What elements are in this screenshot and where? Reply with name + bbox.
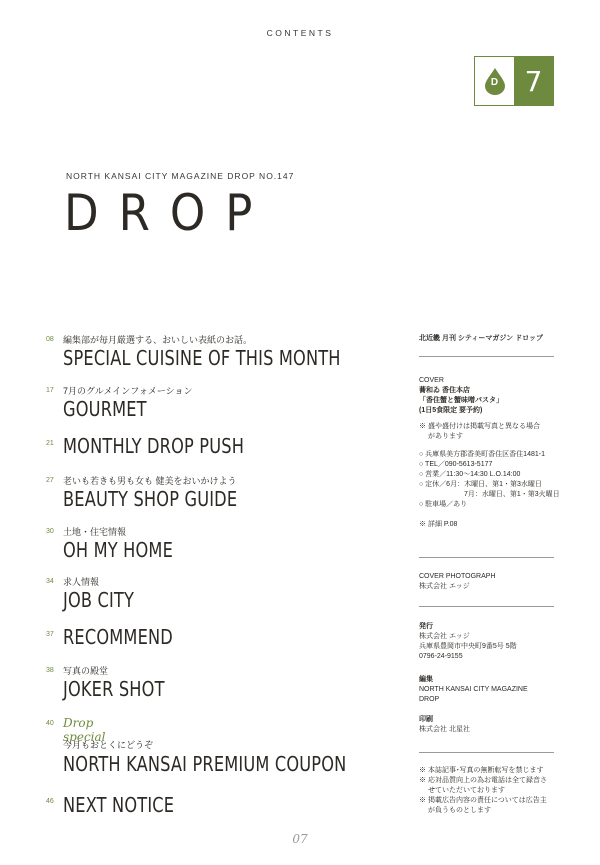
toc-page-number: 27 [46, 477, 54, 484]
cover-tel: ○ TEL／090-5613-5177 [419, 461, 493, 468]
printer-info [419, 715, 554, 735]
toc-subtitle: 土地・住宅情報 [63, 527, 127, 537]
cover-disclaimer-cont: があります [428, 433, 463, 440]
toc-subtitle: 編集部が毎月厳選する、おいしい表紙のお話。 [63, 335, 253, 345]
contents-label: CONTENTS [266, 28, 334, 38]
cover-closed-cont: 7月：水曜日、第1・第3火曜日 [464, 491, 560, 498]
cover-detail: ※ 詳細 P.08 [419, 521, 458, 528]
publisher-address: 兵庫県豊岡市中央町9番5号 5階 [419, 643, 517, 650]
publisher-heading: 発行 [419, 623, 433, 630]
sidebar-divider [419, 752, 554, 753]
editor-name: NORTH KANSAI CITY MAGAZINE [419, 686, 528, 693]
issue-badge [474, 56, 554, 106]
cover-address: ○ 兵庫県美方郡香美町香住区香住1481-1 [419, 451, 545, 458]
notice-line: せていただいております [428, 787, 505, 794]
toc-page-number: 37 [46, 631, 54, 638]
editor-heading: 編集 [419, 676, 433, 683]
toc-page-number: 40 [46, 720, 54, 727]
toc-subtitle: 老いも若きも男も女も 健美をおいかけよう [63, 476, 237, 486]
photograph-name: 株式会社 エッジ [419, 583, 470, 590]
magazine-title: DROP [64, 184, 273, 242]
notice-line: ※ 応対品質向上の為お電話は全て録音さ [419, 777, 547, 784]
sidebar-divider [419, 356, 554, 357]
cover-parking: ○ 駐車場／あり [419, 501, 468, 508]
toc-title: JOB CITY [63, 588, 135, 612]
toc-page-number: 17 [46, 387, 54, 394]
editor-info [419, 675, 554, 705]
toc-title: JOKER SHOT [63, 677, 165, 701]
toc-title: NEXT NOTICE [63, 793, 175, 817]
cover-note: (1日5食限定 要予約) [419, 407, 483, 414]
notices [419, 766, 554, 816]
toc-title: OH MY HOME [63, 538, 174, 562]
toc-title: RECOMMEND [63, 625, 173, 649]
cover-shop: 蕎和ゐ 香住本店 [419, 387, 470, 394]
cover-dish: 「香住蟹と蟹味噌パスタ」 [419, 397, 503, 404]
drop-icon-letter: D [490, 77, 499, 88]
notice-line: ※ 掲載広告内容の責任については広告主 [419, 797, 547, 804]
publisher-tel: 0796-24-9155 [419, 653, 463, 660]
drop-icon [484, 67, 506, 95]
toc-page-number: 08 [46, 336, 54, 343]
cover-heading: COVER [419, 377, 444, 384]
editor-name-cont: DROP [419, 696, 440, 703]
toc-title: MONTHLY DROP PUSH [63, 434, 245, 458]
cover-hours: ○ 営業／11:30〜14:30 L.O.14:00 [419, 471, 521, 478]
publisher-name: 株式会社 エッジ [419, 633, 470, 640]
photograph-credit [419, 572, 554, 592]
toc-subtitle: 7月のグルメインフォメーション [63, 386, 193, 396]
sidebar-divider [419, 557, 554, 558]
notice-line: が負うものとします [428, 807, 491, 814]
toc-title: GOURMET [63, 397, 147, 421]
toc-title: BEAUTY SHOP GUIDE [63, 487, 238, 511]
printer-heading: 印刷 [419, 716, 433, 723]
toc-page-number: 30 [46, 528, 54, 535]
toc-subtitle: 求人情報 [63, 577, 100, 587]
toc-page-number: 34 [46, 578, 54, 585]
issue-badge-icon-cell [475, 57, 514, 105]
toc-subtitle: 写真の殿堂 [63, 666, 109, 676]
issue-number: 7 [514, 57, 553, 105]
toc-subtitle: 今月もおとくにどうぞ [63, 740, 154, 750]
toc-title: NORTH KANSAI PREMIUM COUPON [63, 752, 347, 776]
sidebar-magazine-name: 北近畿 月刊 シティーマガジン ドロップ [419, 335, 543, 342]
page-number: 07 [292, 832, 308, 846]
photograph-heading: COVER PHOTOGRAPH [419, 573, 496, 580]
notice-line: ※ 本誌記事･写真の無断転写を禁じます [419, 767, 544, 774]
toc-page-number: 21 [46, 440, 54, 447]
cover-closed: ○ 定休／6月：木曜日、第1・第3水曜日 [419, 481, 542, 488]
cover-info [419, 376, 560, 530]
toc-script-label: Drop special [63, 716, 106, 744]
toc-title: SPECIAL CUISINE OF THIS MONTH [63, 346, 341, 370]
toc-page-number: 46 [46, 798, 54, 805]
magazine-subtitle: NORTH KANSAI CITY MAGAZINE DROP NO.147 [66, 171, 295, 181]
printer-name: 株式会社 北星社 [419, 726, 470, 733]
toc-page-number: 38 [46, 667, 54, 674]
publisher-info [419, 622, 554, 662]
cover-disclaimer: ※ 盛や盛付けは掲載写真と異なる場合 [419, 423, 540, 430]
sidebar-divider [419, 606, 554, 607]
